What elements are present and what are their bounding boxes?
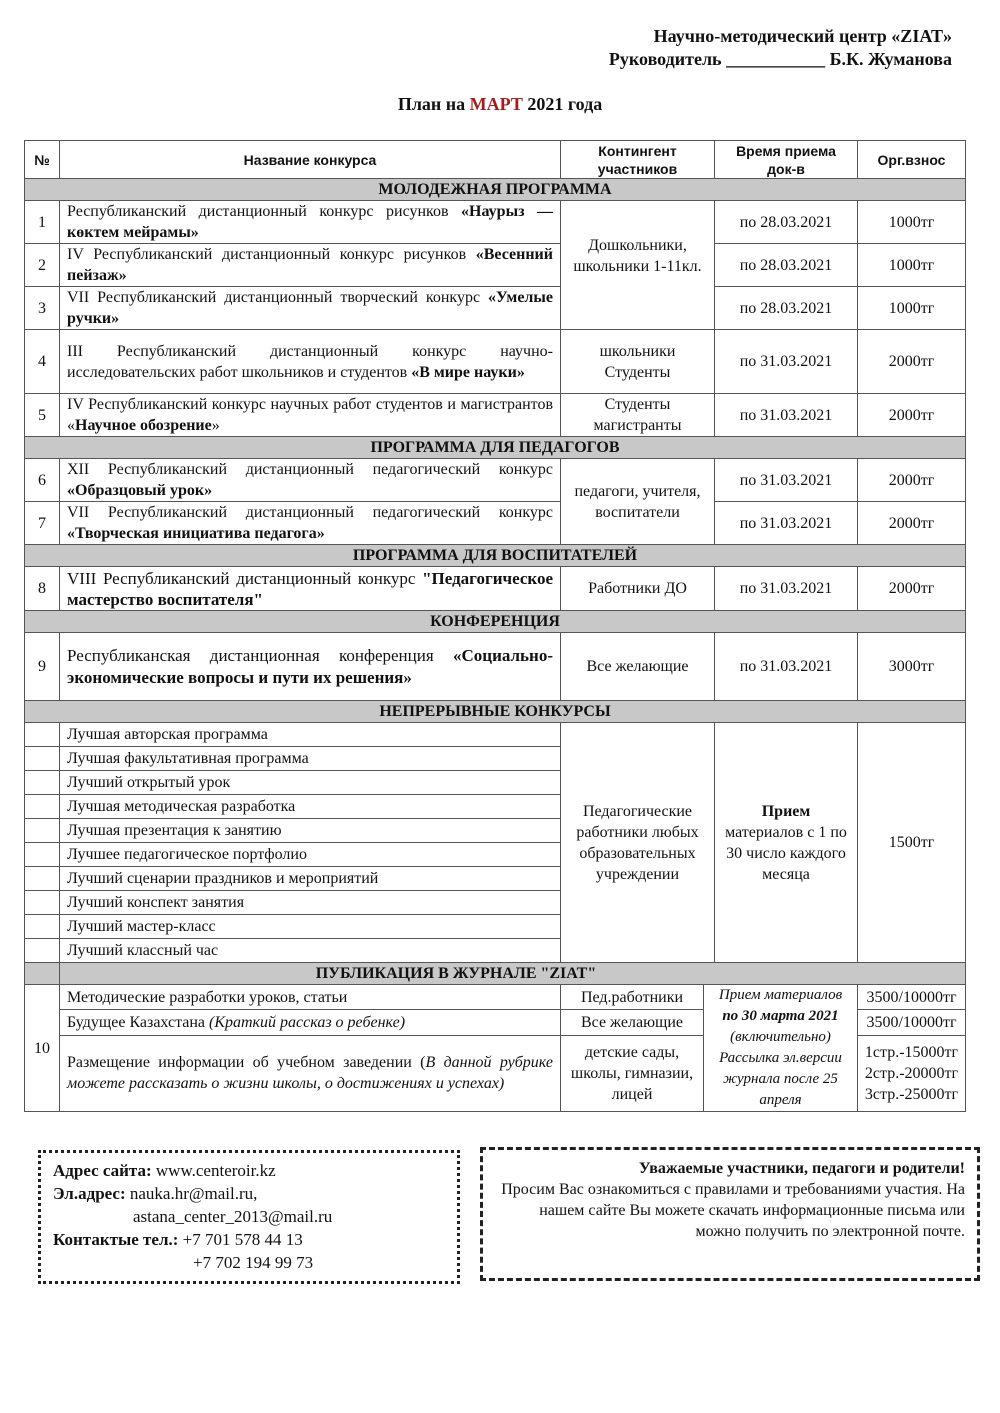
section-educators: ПРОГРАММА ДЛЯ ВОСПИТАТЕЛЕЙ — [25, 545, 966, 567]
fee: 2000тг — [858, 502, 966, 545]
row-number: 6 — [25, 459, 60, 502]
continuous-contingent: Педагогические работники любых образовательных учреждении — [561, 723, 715, 963]
continuous-deadline: Прием материалов с 1 по 30 число каждого месяца — [715, 723, 858, 963]
table-row — [25, 201, 966, 244]
contest-name: XII Республиканский дистанционный педагогический конкурс «Образцовый урок» — [60, 459, 561, 502]
contest-name: VIII Республиканский дистанционный конкурс "Педагогическое мастерство воспитателя" — [60, 567, 561, 611]
continuous-contest-name: Лучшая факультативная программа — [60, 747, 561, 771]
notice-box — [480, 1147, 980, 1281]
table-row — [25, 394, 966, 437]
fee: 2000тг — [858, 330, 966, 394]
notice-body: Просим Вас ознакомиться с правилами и требованиями участия. На нашем сайте Вы можете скачать информационные письма или можно получить по электронной почте. — [501, 1181, 965, 1240]
list-item — [25, 723, 966, 747]
contingent: Все желающие — [561, 633, 715, 701]
table-row — [25, 287, 966, 330]
title-month: МАРТ — [469, 94, 523, 114]
table-row — [25, 502, 966, 545]
continuous-contest-name: Лучший сценарии праздников и мероприятий — [60, 867, 561, 891]
publication-deadline: Прием материалов по 30 марта 2021 (включительно) Рассылка эл.версии журнала после 25 апреля — [704, 985, 858, 1112]
continuous-contest-name: Лучшая авторская программа — [60, 723, 561, 747]
section-publication: ПУБЛИКАЦИЯ В ЖУРНАЛЕ "ZIAT" — [60, 963, 966, 985]
title-prefix: План на — [397, 94, 470, 114]
row-number: 3 — [25, 287, 60, 330]
col-header-deadline: Время приема док-в — [715, 141, 858, 179]
publication-contingent: Пед.работники — [561, 985, 704, 1010]
contest-name: III Республиканский дистанционный конкурс научно-исследовательских работ школьников и студентов «В мире науки» — [60, 330, 561, 394]
table-row — [25, 567, 966, 611]
deadline: по 28.03.2021 — [715, 287, 858, 330]
section-youth: МОЛОДЕЖНАЯ ПРОГРАММА — [25, 179, 966, 201]
row-number: 7 — [25, 502, 60, 545]
table-row — [25, 330, 966, 394]
continuous-contest-name: Лучший открытый урок — [60, 771, 561, 795]
row-number: 8 — [25, 567, 60, 611]
deadline: по 31.03.2021 — [715, 633, 858, 701]
page-title — [0, 94, 1000, 115]
director-signature: Руководитель ___________ Б.К. Жуманова — [608, 49, 952, 69]
deadline: по 28.03.2021 — [715, 244, 858, 287]
continuous-contest-name: Лучший конспект занятия — [60, 891, 561, 915]
title-suffix: 2021 года — [522, 94, 603, 114]
row-number: 5 — [25, 394, 60, 437]
contest-name: Республиканский дистанционный конкурс рисунков «Наурыз — көктем мейрамы» — [60, 201, 561, 244]
contingent: школьники Студенты — [561, 330, 715, 394]
section-continuous: НЕПРЕРЫВНЫЕ КОНКУРСЫ — [25, 701, 966, 723]
email-link-1[interactable]: nauka.hr@mail.ru, — [125, 1184, 258, 1203]
contingent: Дошкольники, школьники 1-11кл. — [561, 201, 715, 330]
col-header-fee: Орг.взнос — [858, 141, 966, 179]
table-header-row — [25, 141, 966, 179]
fee: 2000тг — [858, 394, 966, 437]
deadline: по 28.03.2021 — [715, 201, 858, 244]
table-row — [25, 244, 966, 287]
plan-table — [24, 140, 966, 1112]
fee: 1000тг — [858, 287, 966, 330]
col-header-num: № — [25, 141, 60, 179]
contest-name: Республиканская дистанционная конференция «Социально-экономические вопросы и пути их решения» — [60, 633, 561, 701]
fee: 1000тг — [858, 201, 966, 244]
notice-heading: Уважаемые участники, педагоги и родители! — [638, 1160, 965, 1177]
continuous-contest-name: Лучшая методическая разработка — [60, 795, 561, 819]
site-link[interactable]: www.centeroir.kz — [151, 1161, 276, 1180]
contingent: Работники ДО — [561, 567, 715, 611]
fee: 2000тг — [858, 459, 966, 502]
contest-name: IV Республиканский дистанционный конкурс рисунков «Весенний пейзаж» — [60, 244, 561, 287]
contest-name: VII Республиканский дистанционный творческий конкурс «Умелые ручки» — [60, 287, 561, 330]
row-number: 9 — [25, 633, 60, 701]
fee: 2000тг — [858, 567, 966, 611]
publication-contingent: Все желающие — [561, 1010, 704, 1035]
publication-name: Размещение информации об учебном заведении (В данной рубрике можете рассказать о жизни школы, о достижениях и успехах) — [60, 1035, 561, 1111]
contingent: Студенты магистранты — [561, 394, 715, 437]
continuous-contest-name: Лучшее педагогическое портфолио — [60, 843, 561, 867]
table-row — [25, 459, 966, 502]
continuous-contest-name: Лучшая презентация к занятию — [60, 819, 561, 843]
email-link-2[interactable]: astana_center_2013@mail.ru — [133, 1207, 333, 1226]
deadline: по 31.03.2021 — [715, 394, 858, 437]
row-number: 2 — [25, 244, 60, 287]
contest-name: IV Республиканский конкурс научных работ студентов и магистрантов «Научное обозрение» — [60, 394, 561, 437]
contacts-box — [38, 1150, 460, 1284]
deadline: по 31.03.2021 — [715, 459, 858, 502]
col-header-name: Название конкурса — [60, 141, 561, 179]
continuous-contest-name: Лучший классный час — [60, 939, 561, 963]
section-conference: КОНФЕРЕНЦИЯ — [25, 611, 966, 633]
continuous-contest-name: Лучший мастер-класс — [60, 915, 561, 939]
publication-fee: 3500/10000тг — [858, 1010, 966, 1035]
table-row — [25, 633, 966, 701]
publication-fee: 1стр.-15000тг 2стр.-20000тг 3стр.-25000тг — [858, 1035, 966, 1111]
table-row — [25, 985, 966, 1010]
section-teachers: ПРОГРАММА ДЛЯ ПЕДАГОГОВ — [25, 437, 966, 459]
site-line: Адрес сайта: www.centeroir.kz — [53, 1161, 276, 1180]
email-line: Эл.адрес: nauka.hr@mail.ru, — [53, 1184, 258, 1203]
deadline: по 31.03.2021 — [715, 502, 858, 545]
organization-name: Научно-методический центр «ZIAT» — [653, 26, 952, 46]
row-number: 10 — [25, 985, 60, 1112]
deadline: по 31.03.2021 — [715, 567, 858, 611]
deadline: по 31.03.2021 — [715, 330, 858, 394]
contingent: педагоги, учителя, воспитатели — [561, 459, 715, 545]
fee: 3000тг — [858, 633, 966, 701]
contest-name: VII Республиканский дистанционный педагогический конкурс «Творческая инициатива педагога» — [60, 502, 561, 545]
row-number: 1 — [25, 201, 60, 244]
fee: 1000тг — [858, 244, 966, 287]
publication-contingent: детские сады, школы, гимназии, лицей — [561, 1035, 704, 1111]
publication-name: Будущее Казахстана (Краткий рассказ о ребенке) — [60, 1010, 561, 1035]
publication-fee: 3500/10000тг — [858, 985, 966, 1010]
row-number: 4 — [25, 330, 60, 394]
col-header-contingent: Контингент участников — [561, 141, 715, 179]
continuous-fee: 1500тг — [858, 723, 966, 963]
phone-1: +7 701 578 44 13 — [178, 1230, 303, 1249]
publication-name: Методические разработки уроков, статьи — [60, 985, 561, 1010]
phone-line: Контактые тел.: +7 701 578 44 13 — [53, 1230, 303, 1249]
phone-2: +7 702 194 99 73 — [193, 1253, 314, 1272]
